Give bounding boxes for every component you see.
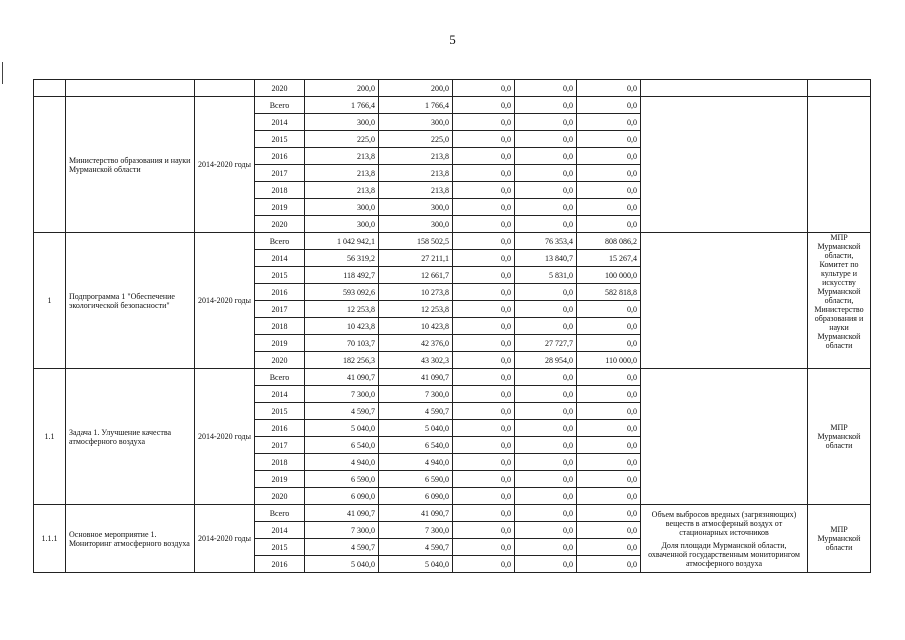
federal-cell: 0,0 <box>453 114 515 131</box>
regional-cell: 4 940,0 <box>379 454 453 471</box>
extrabudget-cell: 0,0 <box>577 369 641 386</box>
margin-mark <box>2 62 4 84</box>
municipal-cell: 0,0 <box>515 318 577 335</box>
extrabudget-cell: 0,0 <box>577 80 641 97</box>
extrabudget-cell: 0,0 <box>577 318 641 335</box>
total-cell: 70 103,7 <box>305 335 379 352</box>
federal-cell: 0,0 <box>453 369 515 386</box>
total-cell: 5 040,0 <box>305 420 379 437</box>
extrabudget-cell: 0,0 <box>577 505 641 522</box>
municipal-cell: 0,0 <box>515 403 577 420</box>
year-cell: 2017 <box>255 437 305 454</box>
extrabudget-cell: 0,0 <box>577 488 641 505</box>
municipal-cell: 0,0 <box>515 131 577 148</box>
federal-cell: 0,0 <box>453 318 515 335</box>
total-cell: 1 766,4 <box>305 97 379 114</box>
regional-cell: 10 423,8 <box>379 318 453 335</box>
executor-cell: МПР Мурманской области, Комитет по культуре и искусству Мурманской области, Министерство образования и науки Мурманской области <box>808 233 871 369</box>
federal-cell: 0,0 <box>453 556 515 573</box>
indicators-cell <box>641 80 808 97</box>
year-cell: 2019 <box>255 199 305 216</box>
regional-cell: 12 253,8 <box>379 301 453 318</box>
total-cell: 300,0 <box>305 216 379 233</box>
year-cell: 2014 <box>255 522 305 539</box>
federal-cell: 0,0 <box>453 420 515 437</box>
municipal-cell: 0,0 <box>515 454 577 471</box>
executor-cell: МПР Мурманской области <box>808 369 871 505</box>
municipal-cell: 28 954,0 <box>515 352 577 369</box>
indicators-cell <box>641 233 808 369</box>
year-cell: Всего <box>255 505 305 522</box>
municipal-cell: 0,0 <box>515 437 577 454</box>
total-cell: 4 590,7 <box>305 539 379 556</box>
municipal-cell: 0,0 <box>515 522 577 539</box>
row-period: 2014-2020 годы <box>195 369 255 505</box>
year-cell: 2020 <box>255 80 305 97</box>
indicators-cell <box>641 369 808 505</box>
regional-cell: 300,0 <box>379 199 453 216</box>
year-cell: 2020 <box>255 488 305 505</box>
year-cell: 2014 <box>255 386 305 403</box>
regional-cell: 1 766,4 <box>379 97 453 114</box>
table-row <box>34 97 871 114</box>
extrabudget-cell: 0,0 <box>577 471 641 488</box>
total-cell: 182 256,3 <box>305 352 379 369</box>
year-cell: 2015 <box>255 403 305 420</box>
row-name: Подпрограмма 1 "Обеспечение экологической безопасности" <box>66 233 195 369</box>
extrabudget-cell: 0,0 <box>577 131 641 148</box>
regional-cell: 213,8 <box>379 165 453 182</box>
regional-cell: 158 502,5 <box>379 233 453 250</box>
row-period: 2014-2020 годы <box>195 97 255 233</box>
regional-cell: 6 540,0 <box>379 437 453 454</box>
year-cell: 2014 <box>255 250 305 267</box>
total-cell: 4 590,7 <box>305 403 379 420</box>
year-cell: 2019 <box>255 335 305 352</box>
year-cell: 2016 <box>255 556 305 573</box>
total-cell: 593 092,6 <box>305 284 379 301</box>
municipal-cell: 0,0 <box>515 199 577 216</box>
extrabudget-cell: 100 000,0 <box>577 267 641 284</box>
federal-cell: 0,0 <box>453 97 515 114</box>
federal-cell: 0,0 <box>453 505 515 522</box>
extrabudget-cell: 0,0 <box>577 148 641 165</box>
extrabudget-cell: 0,0 <box>577 437 641 454</box>
row-period <box>195 80 255 97</box>
total-cell: 7 300,0 <box>305 522 379 539</box>
year-cell: 2018 <box>255 182 305 199</box>
row-name: Основное мероприятие 1. Мониторинг атмосферного воздуха <box>66 505 195 573</box>
federal-cell: 0,0 <box>453 352 515 369</box>
indicator-text: Объем выбросов вредных (загрязняющих) веществ в атмосферный воздух от стационарных источников <box>651 509 797 537</box>
total-cell: 7 300,0 <box>305 386 379 403</box>
extrabudget-cell: 0,0 <box>577 114 641 131</box>
extrabudget-cell: 110 000,0 <box>577 352 641 369</box>
regional-cell: 42 376,0 <box>379 335 453 352</box>
municipal-cell: 76 353,4 <box>515 233 577 250</box>
year-cell: 2015 <box>255 267 305 284</box>
row-code <box>34 80 66 97</box>
regional-cell: 225,0 <box>379 131 453 148</box>
year-cell: 2017 <box>255 301 305 318</box>
regional-cell: 41 090,7 <box>379 505 453 522</box>
federal-cell: 0,0 <box>453 403 515 420</box>
extrabudget-cell: 0,0 <box>577 386 641 403</box>
federal-cell: 0,0 <box>453 539 515 556</box>
extrabudget-cell: 808 086,2 <box>577 233 641 250</box>
indicator-text: Доля площади Мурманской области, охваченной государственным мониторингом атмосферного воздуха <box>648 540 800 568</box>
regional-cell: 27 211,1 <box>379 250 453 267</box>
municipal-cell: 27 727,7 <box>515 335 577 352</box>
federal-cell: 0,0 <box>453 148 515 165</box>
regional-cell: 7 300,0 <box>379 522 453 539</box>
executor-cell <box>808 80 871 97</box>
municipal-cell: 0,0 <box>515 114 577 131</box>
federal-cell: 0,0 <box>453 182 515 199</box>
federal-cell: 0,0 <box>453 267 515 284</box>
total-cell: 300,0 <box>305 199 379 216</box>
federal-cell: 0,0 <box>453 216 515 233</box>
municipal-cell: 0,0 <box>515 284 577 301</box>
municipal-cell: 0,0 <box>515 301 577 318</box>
row-period: 2014-2020 годы <box>195 505 255 573</box>
regional-cell: 7 300,0 <box>379 386 453 403</box>
table-row <box>34 505 871 522</box>
year-cell: 2016 <box>255 148 305 165</box>
regional-cell: 5 040,0 <box>379 556 453 573</box>
regional-cell: 43 302,3 <box>379 352 453 369</box>
federal-cell: 0,0 <box>453 165 515 182</box>
regional-cell: 6 090,0 <box>379 488 453 505</box>
year-cell: Всего <box>255 97 305 114</box>
municipal-cell: 0,0 <box>515 369 577 386</box>
table-row <box>34 80 871 97</box>
indicators-cell <box>641 97 808 233</box>
federal-cell: 0,0 <box>453 131 515 148</box>
extrabudget-cell: 0,0 <box>577 556 641 573</box>
indicators-cell <box>641 505 808 573</box>
total-cell: 118 492,7 <box>305 267 379 284</box>
federal-cell: 0,0 <box>453 386 515 403</box>
year-cell: 2016 <box>255 284 305 301</box>
municipal-cell: 13 840,7 <box>515 250 577 267</box>
regional-cell: 300,0 <box>379 216 453 233</box>
federal-cell: 0,0 <box>453 454 515 471</box>
extrabudget-cell: 0,0 <box>577 97 641 114</box>
extrabudget-cell: 0,0 <box>577 335 641 352</box>
total-cell: 1 042 942,1 <box>305 233 379 250</box>
row-name <box>66 80 195 97</box>
municipal-cell: 0,0 <box>515 488 577 505</box>
total-cell: 6 540,0 <box>305 437 379 454</box>
page-number: 5 <box>449 32 456 47</box>
municipal-cell: 0,0 <box>515 556 577 573</box>
table-row <box>34 233 871 250</box>
extrabudget-cell: 0,0 <box>577 539 641 556</box>
regional-cell: 12 661,7 <box>379 267 453 284</box>
regional-cell: 200,0 <box>379 80 453 97</box>
year-cell: 2015 <box>255 539 305 556</box>
municipal-cell: 0,0 <box>515 182 577 199</box>
total-cell: 41 090,7 <box>305 369 379 386</box>
year-cell: Всего <box>255 233 305 250</box>
row-code: 1.1.1 <box>34 505 66 573</box>
extrabudget-cell: 0,0 <box>577 301 641 318</box>
row-code: 1.1 <box>34 369 66 505</box>
municipal-cell: 0,0 <box>515 471 577 488</box>
federal-cell: 0,0 <box>453 522 515 539</box>
extrabudget-cell: 0,0 <box>577 420 641 437</box>
extrabudget-cell: 15 267,4 <box>577 250 641 267</box>
extrabudget-cell: 582 818,8 <box>577 284 641 301</box>
municipal-cell: 0,0 <box>515 420 577 437</box>
extrabudget-cell: 0,0 <box>577 216 641 233</box>
year-cell: 2018 <box>255 318 305 335</box>
row-name: Задача 1. Улучшение качества атмосферного воздуха <box>66 369 195 505</box>
extrabudget-cell: 0,0 <box>577 403 641 420</box>
total-cell: 200,0 <box>305 80 379 97</box>
row-code: 1 <box>34 233 66 369</box>
municipal-cell: 0,0 <box>515 80 577 97</box>
regional-cell: 213,8 <box>379 182 453 199</box>
total-cell: 56 319,2 <box>305 250 379 267</box>
total-cell: 213,8 <box>305 182 379 199</box>
regional-cell: 6 590,0 <box>379 471 453 488</box>
municipal-cell: 0,0 <box>515 386 577 403</box>
regional-cell: 213,8 <box>379 148 453 165</box>
extrabudget-cell: 0,0 <box>577 454 641 471</box>
year-cell: Всего <box>255 369 305 386</box>
budget-table <box>33 79 871 573</box>
extrabudget-cell: 0,0 <box>577 182 641 199</box>
federal-cell: 0,0 <box>453 471 515 488</box>
executor-cell <box>808 97 871 233</box>
extrabudget-cell: 0,0 <box>577 522 641 539</box>
year-cell: 2019 <box>255 471 305 488</box>
total-cell: 6 090,0 <box>305 488 379 505</box>
regional-cell: 4 590,7 <box>379 403 453 420</box>
municipal-cell: 0,0 <box>515 97 577 114</box>
year-cell: 2016 <box>255 420 305 437</box>
federal-cell: 0,0 <box>453 284 515 301</box>
federal-cell: 0,0 <box>453 233 515 250</box>
total-cell: 300,0 <box>305 114 379 131</box>
federal-cell: 0,0 <box>453 437 515 454</box>
municipal-cell: 0,0 <box>515 505 577 522</box>
regional-cell: 4 590,7 <box>379 539 453 556</box>
year-cell: 2020 <box>255 216 305 233</box>
total-cell: 6 590,0 <box>305 471 379 488</box>
municipal-cell: 5 831,0 <box>515 267 577 284</box>
federal-cell: 0,0 <box>453 80 515 97</box>
year-cell: 2015 <box>255 131 305 148</box>
total-cell: 225,0 <box>305 131 379 148</box>
executor-cell: МПР Мурманской области <box>808 505 871 573</box>
total-cell: 4 940,0 <box>305 454 379 471</box>
total-cell: 10 423,8 <box>305 318 379 335</box>
municipal-cell: 0,0 <box>515 539 577 556</box>
federal-cell: 0,0 <box>453 199 515 216</box>
total-cell: 213,8 <box>305 165 379 182</box>
municipal-cell: 0,0 <box>515 148 577 165</box>
row-name: Министерство образования и науки Мурманской области <box>66 97 195 233</box>
year-cell: 2018 <box>255 454 305 471</box>
table-row <box>34 369 871 386</box>
regional-cell: 300,0 <box>379 114 453 131</box>
regional-cell: 10 273,8 <box>379 284 453 301</box>
year-cell: 2014 <box>255 114 305 131</box>
regional-cell: 41 090,7 <box>379 369 453 386</box>
total-cell: 41 090,7 <box>305 505 379 522</box>
federal-cell: 0,0 <box>453 488 515 505</box>
year-cell: 2017 <box>255 165 305 182</box>
row-period: 2014-2020 годы <box>195 233 255 369</box>
municipal-cell: 0,0 <box>515 165 577 182</box>
extrabudget-cell: 0,0 <box>577 165 641 182</box>
regional-cell: 5 040,0 <box>379 420 453 437</box>
federal-cell: 0,0 <box>453 335 515 352</box>
municipal-cell: 0,0 <box>515 216 577 233</box>
federal-cell: 0,0 <box>453 301 515 318</box>
federal-cell: 0,0 <box>453 250 515 267</box>
total-cell: 12 253,8 <box>305 301 379 318</box>
extrabudget-cell: 0,0 <box>577 199 641 216</box>
total-cell: 5 040,0 <box>305 556 379 573</box>
year-cell: 2020 <box>255 352 305 369</box>
row-code <box>34 97 66 233</box>
total-cell: 213,8 <box>305 148 379 165</box>
